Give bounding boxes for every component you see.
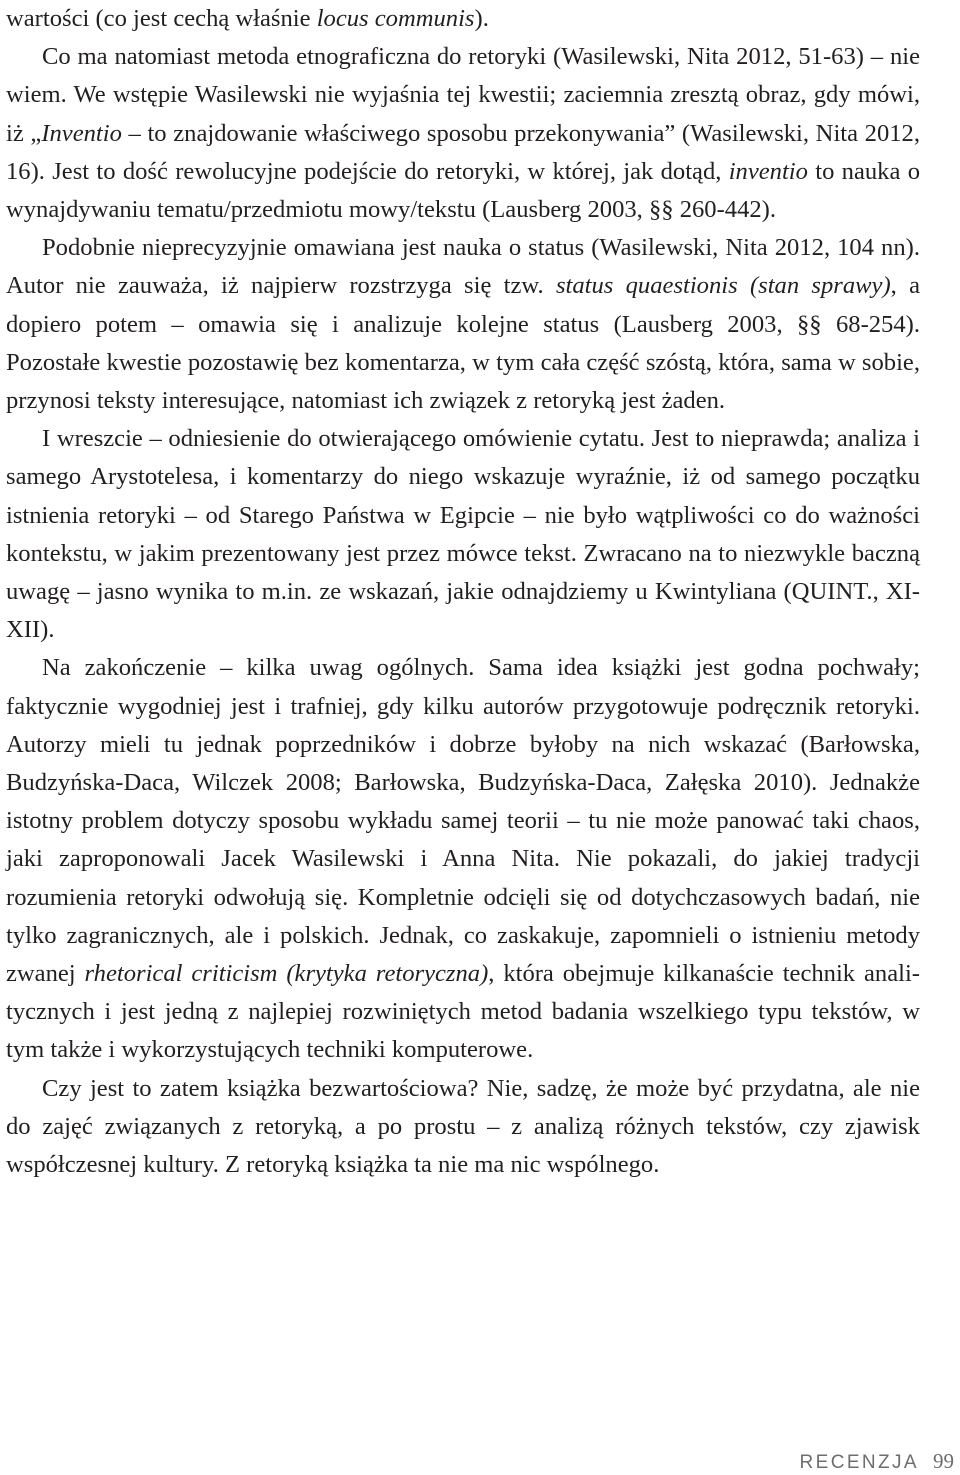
page-footer bbox=[800, 1449, 955, 1474]
paragraph bbox=[6, 420, 920, 649]
paragraph bbox=[6, 649, 920, 1069]
page-number: 99 bbox=[933, 1449, 954, 1473]
paragraph-text: Podobnie nieprecyzyjnie omawiana jest nauka o status (Wasilewski, Nita 2012, 104 nn). Autor nie zauważa, iż najpierw rozstrzyga się tzw. status quaestionis (stan sprawy), a dopiero potem – omawia się i analizuje kolejne status (Lausberg 2003, §§ 68-254). Pozostałe kwestie pozostawię bez komentarza, w tym cała część szóstą, która, sama w sobie, przynosi teksty interesujące, natomiast ich związek z retoryką jest żaden. bbox=[6, 234, 920, 415]
paragraph bbox=[6, 38, 920, 229]
section-label: RECENZJA bbox=[799, 1452, 919, 1473]
paragraph-text: Co ma natomiast metoda etnograficzna do retoryki (Wasilewski, Nita 2012, 51-63) – nie wiem. We wstępie Wasilewski nie wyjaśnia tej kwestii; zaciemnia zresztą obraz, gdy mówi, iż „Inventio – to znajdowanie właściwego sposobu przekonywania” (Wasilewski, Nita 2012, 16). Jest to dość rewolucyjne podejście do retoryki, w której, jak dotąd, inventio to nauka o wynajdywaniu tematu/przedmiotu mowy/tekstu (Lausberg 2003, §§ 260-442). bbox=[6, 43, 920, 224]
review-body bbox=[6, 0, 920, 1184]
paragraph-text: wartości (co jest cechą właśnie locus communis). bbox=[6, 5, 489, 32]
paragraph-text: Na zakończenie – kilka uwag ogólnych. Sama idea książki jest godna pochwały; faktycznie wygodniej jest i trafniej, gdy kilku autorów przygotowuje podręcznik retoryki. Autorzy mieli tu jednak poprzedników i dobrze byłoby na nich wskazać (Barłowska, Budzyńska-Daca, Wilczek 2008; Barłowska, Budzyńska-Daca, Załęska 2010). Jednakże istotny problem dotyczy sposobu wykładu samej teorii – tu nie może panować taki chaos, jaki zaproponowali Jacek Wasilewski i Anna Nita. Nie pokazali, do jakiej tradycji rozumienia retoryki odwołują się. Kompletnie odcięli się od dotychczasowych badań, nie tylko zagranicznych, ale i polskich. Jednak, co zaskakuje, zapomnieli o istnieniu metody zwanej rhetorical criticism (krytyka retoryczna), która obejmuje kilkanaście technik analitycznych i jest jedną z najlepiej rozwiniętych metod badania wszelkiego typu tekstów, w tym także i wykorzystujących techniki komputerowe. bbox=[6, 654, 920, 1064]
paragraph bbox=[6, 1070, 920, 1185]
paragraph-text: I wreszcie – odniesienie do otwierającego omówienie cytatu. Jest to nieprawda; analiza i samego Arystotelesa, i komentarzy do niego wskazuje wyraźnie, iż od samego początku istnienia retoryki – od Starego Państwa w Egipcie – nie było wątpliwości co do ważności kontekstu, w jakim prezentowany jest przez mówce tekst. Zwracano na to niezwykle baczną uwagę – jasno wynika to m.in. ze wskazań, jakie odnajdziemy u Kwintyliana (QUINT., XI-XII). bbox=[6, 425, 920, 644]
paragraph bbox=[6, 0, 920, 38]
paragraph-text: Czy jest to zatem książka bezwartościowa? Nie, sadzę, że może być przydatna, ale nie do zajęć związanych z retoryką, a po prostu – z analizą różnych tekstów, czy zjawisk współczesnej kultury. Z retoryką książka ta nie ma nic wspólnego. bbox=[6, 1074, 920, 1179]
paragraph bbox=[6, 229, 920, 420]
